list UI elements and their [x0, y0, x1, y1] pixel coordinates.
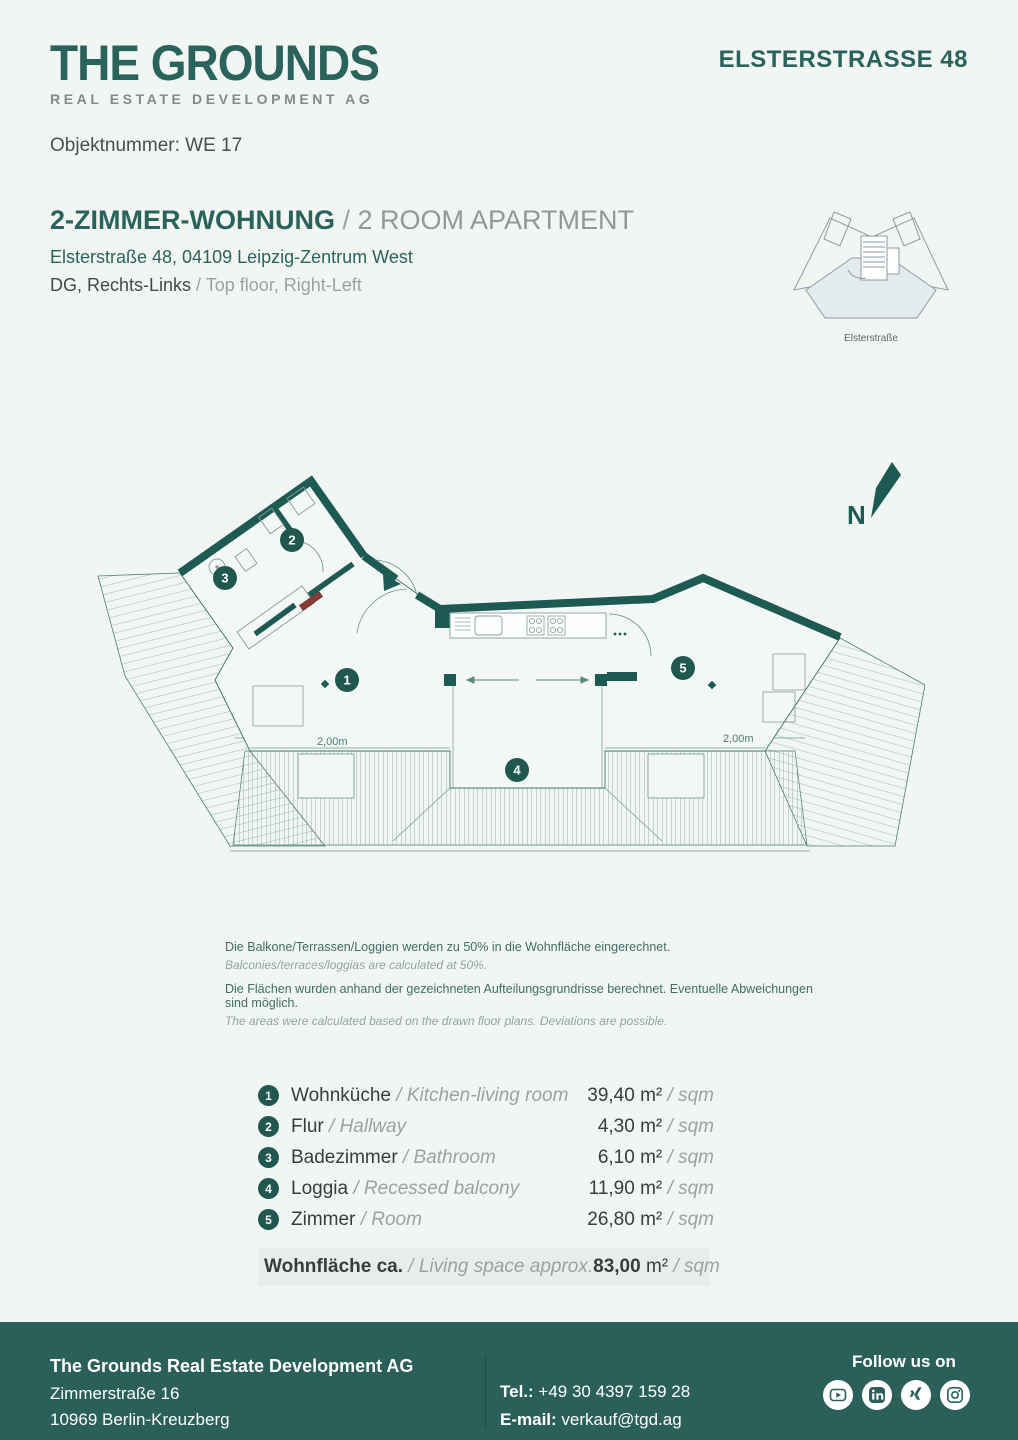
room-number-badge: 1	[258, 1085, 279, 1106]
table-row: 5 Zimmer / Room 26,80 m² / sqm	[258, 1204, 714, 1235]
project-name: ELSTERSTRASSE 48	[718, 46, 968, 73]
object-number: Objektnummer: WE 17	[50, 135, 243, 156]
apartment-floor: DG, Rechts-Links / Top floor, Right-Left	[50, 274, 362, 295]
apartment-title-en: 2 ROOM APARTMENT	[357, 205, 635, 235]
apartment-title: 2-ZIMMER-WOHNUNG / 2 ROOM APARTMENT	[50, 205, 635, 235]
table-row: 2 Flur / Hallway 4,30 m² / sqm	[258, 1111, 714, 1142]
disclaimer-de-1: Die Balkone/Terrassen/Loggien werden zu 50% in die Wohnfläche eingerechnet.	[225, 940, 671, 954]
dimension-left: 2,00m	[317, 736, 348, 748]
badge-5: 5	[679, 660, 687, 676]
footer-company: The Grounds Real Estate Development AG	[50, 1356, 414, 1376]
company-logo	[50, 34, 379, 107]
floor-plan	[95, 448, 925, 880]
room-number-badge: 3	[258, 1147, 279, 1168]
badge-3: 3	[221, 570, 229, 586]
youtube-icon[interactable]	[823, 1380, 853, 1410]
linkedin-icon[interactable]	[862, 1380, 892, 1410]
terrace-box-left	[298, 754, 354, 798]
social-links	[823, 1380, 970, 1410]
table-row: 1 Wohnküche / Kitchen-living room 39,40 m² / sqm	[258, 1080, 714, 1111]
title-block	[50, 206, 634, 296]
floor-plan-drawing	[95, 448, 925, 880]
north-arrow-icon	[847, 462, 901, 530]
street-label: Elsterstraße	[844, 333, 898, 344]
logo-subtitle: REAL ESTATE DEVELOPMENT AG	[50, 91, 374, 107]
footer-city: 10969 Berlin-Kreuzberg	[50, 1410, 230, 1429]
footer	[0, 1322, 1018, 1440]
badge-1: 1	[343, 672, 351, 688]
apartment-address: Elsterstraße 48, 04109 Leipzig-Zentrum West	[50, 246, 413, 267]
north-label: N	[847, 500, 866, 530]
footer-email[interactable]: E-mail: verkauf@tgd.ag	[500, 1410, 682, 1429]
site-map-drawing	[786, 198, 956, 326]
footer-phone: Tel.: +49 30 4397 159 28	[500, 1382, 691, 1401]
kitchen-counter	[450, 613, 626, 638]
disclaimer-en-1: Balconies/terraces/loggias are calculated at 50%.	[225, 958, 488, 972]
disclaimer-en-2: The areas were calculated based on the drawn floor plans. Deviations are possible.	[225, 1014, 668, 1028]
xing-icon[interactable]	[901, 1380, 931, 1410]
room-number-badge: 5	[258, 1209, 279, 1230]
footer-street: Zimmerstraße 16	[50, 1384, 180, 1403]
disclaimer	[225, 938, 825, 1038]
table-row: 3 Badezimmer / Bathroom 6,10 m² / sqm	[258, 1142, 714, 1173]
terrace-box-right	[648, 754, 704, 798]
badge-2: 2	[288, 532, 296, 548]
total-row: Wohnfläche ca. / Living space approx. 83,00 m² / sqm	[258, 1248, 710, 1286]
footer-divider	[485, 1356, 486, 1428]
follow-us-label: Follow us on	[852, 1352, 956, 1371]
room-number-badge: 2	[258, 1116, 279, 1137]
apartment-title-de: 2-ZIMMER-WOHNUNG	[50, 205, 335, 235]
disclaimer-de-2: Die Flächen wurden anhand der gezeichneten Aufteilungsgrundrisse berechnet. Eventuelle Abweichungen sind möglich.	[225, 982, 813, 1010]
table-row: 4 Loggia / Recessed balcony 11,90 m² / sqm	[258, 1173, 714, 1204]
instagram-icon[interactable]	[940, 1380, 970, 1410]
site-location-map	[786, 198, 956, 344]
logo-wordmark: THE GROUNDS	[50, 34, 379, 91]
room-area-table	[258, 1080, 720, 1286]
badge-4: 4	[513, 762, 521, 778]
dimension-right: 2,00m	[723, 733, 754, 745]
room-number-badge: 4	[258, 1178, 279, 1199]
